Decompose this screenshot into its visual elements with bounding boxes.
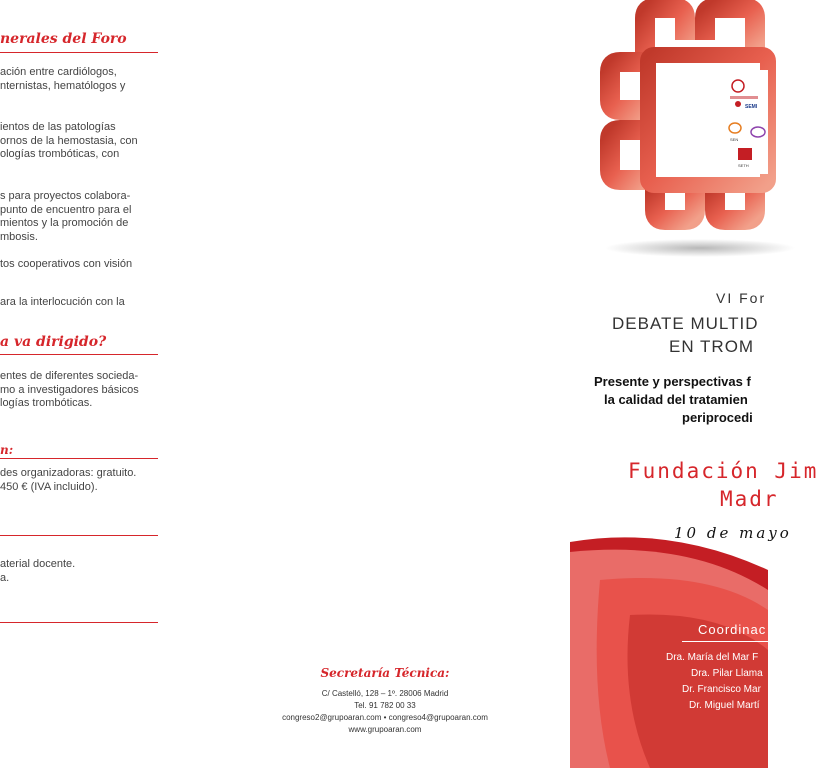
coordinator-name: Dr. Miguel Martí <box>689 700 760 711</box>
seth-logo-text: SETH <box>738 163 749 168</box>
coordinator-name: Dra. María del Mar F <box>666 652 759 663</box>
cover-panel <box>570 0 818 768</box>
debate-title-line2: EN TROM <box>669 337 755 356</box>
divider-registration <box>0 458 158 459</box>
objective-item: ación entre cardiólogos, nternistas, hematólogos y <box>0 66 126 92</box>
secretariat-emails: congreso2@grupoaran.com • congreso4@grupoaran.com <box>282 713 488 722</box>
secretariat-website: www.grupoaran.com <box>348 725 422 734</box>
includes-text: aterial docente. a. <box>0 558 76 584</box>
registration-text: des organizadoras: gratuito. 450 € (IVA incluido). <box>0 467 137 493</box>
subtitle-line3: periprocedi <box>682 410 753 425</box>
divider-audience <box>0 354 158 355</box>
celtic-knot-logo <box>570 0 768 270</box>
debate-title-line1: DEBATE MULTID <box>612 314 759 333</box>
objective-item: ara la interlocución con la <box>0 296 125 308</box>
venue-line1: Fundación Jim <box>628 459 818 483</box>
audience-heading: a va dirigido? <box>0 334 107 350</box>
divider-objectives <box>0 52 158 53</box>
objective-item: s para proyectos colabora- punto de encuentro para el mientos y la promoción de mbosis. <box>0 190 132 243</box>
red-wave-decoration <box>570 530 768 768</box>
venue-line2: Madr <box>720 487 779 511</box>
secretariat-title: Secretaría Técnica: <box>320 666 450 680</box>
objectives-heading: nerales del Foro <box>0 31 127 47</box>
event-date: 10 de mayo <box>674 524 792 542</box>
subtitle-line1: Presente y perspectivas f <box>594 374 751 389</box>
registration-heading: n: <box>0 443 14 457</box>
sen-logo-text: SEN <box>730 137 739 142</box>
middle-panel <box>200 0 570 768</box>
forum-title: VI For <box>716 290 767 306</box>
subtitle-line2: la calidad del tratamien <box>604 392 748 407</box>
semi-logo-text: SEMI <box>745 104 758 110</box>
objective-item: ientos de las patologías ornos de la hemostasia, con ologías trombóticas, con <box>0 121 138 160</box>
coordinators-title: Coordinac <box>698 622 767 637</box>
objective-item: tos cooperativos con visión <box>0 258 133 270</box>
divider-includes <box>0 535 158 536</box>
secretariat-address: C/ Castelló, 128 – 1º. 28006 Madrid <box>321 689 449 698</box>
coordinators-divider <box>682 641 782 642</box>
coordinator-name: Dr. Francisco Mar <box>682 684 761 695</box>
divider-bottom <box>0 622 158 623</box>
audience-text: entes de diferentes socieda- mo a investigadores básicos logías trombóticas. <box>0 370 139 409</box>
coordinator-name: Dra. Pilar Llama <box>691 668 763 679</box>
left-panel <box>0 0 200 768</box>
secretariat-phone: Tel. 91 782 00 33 <box>354 701 416 710</box>
